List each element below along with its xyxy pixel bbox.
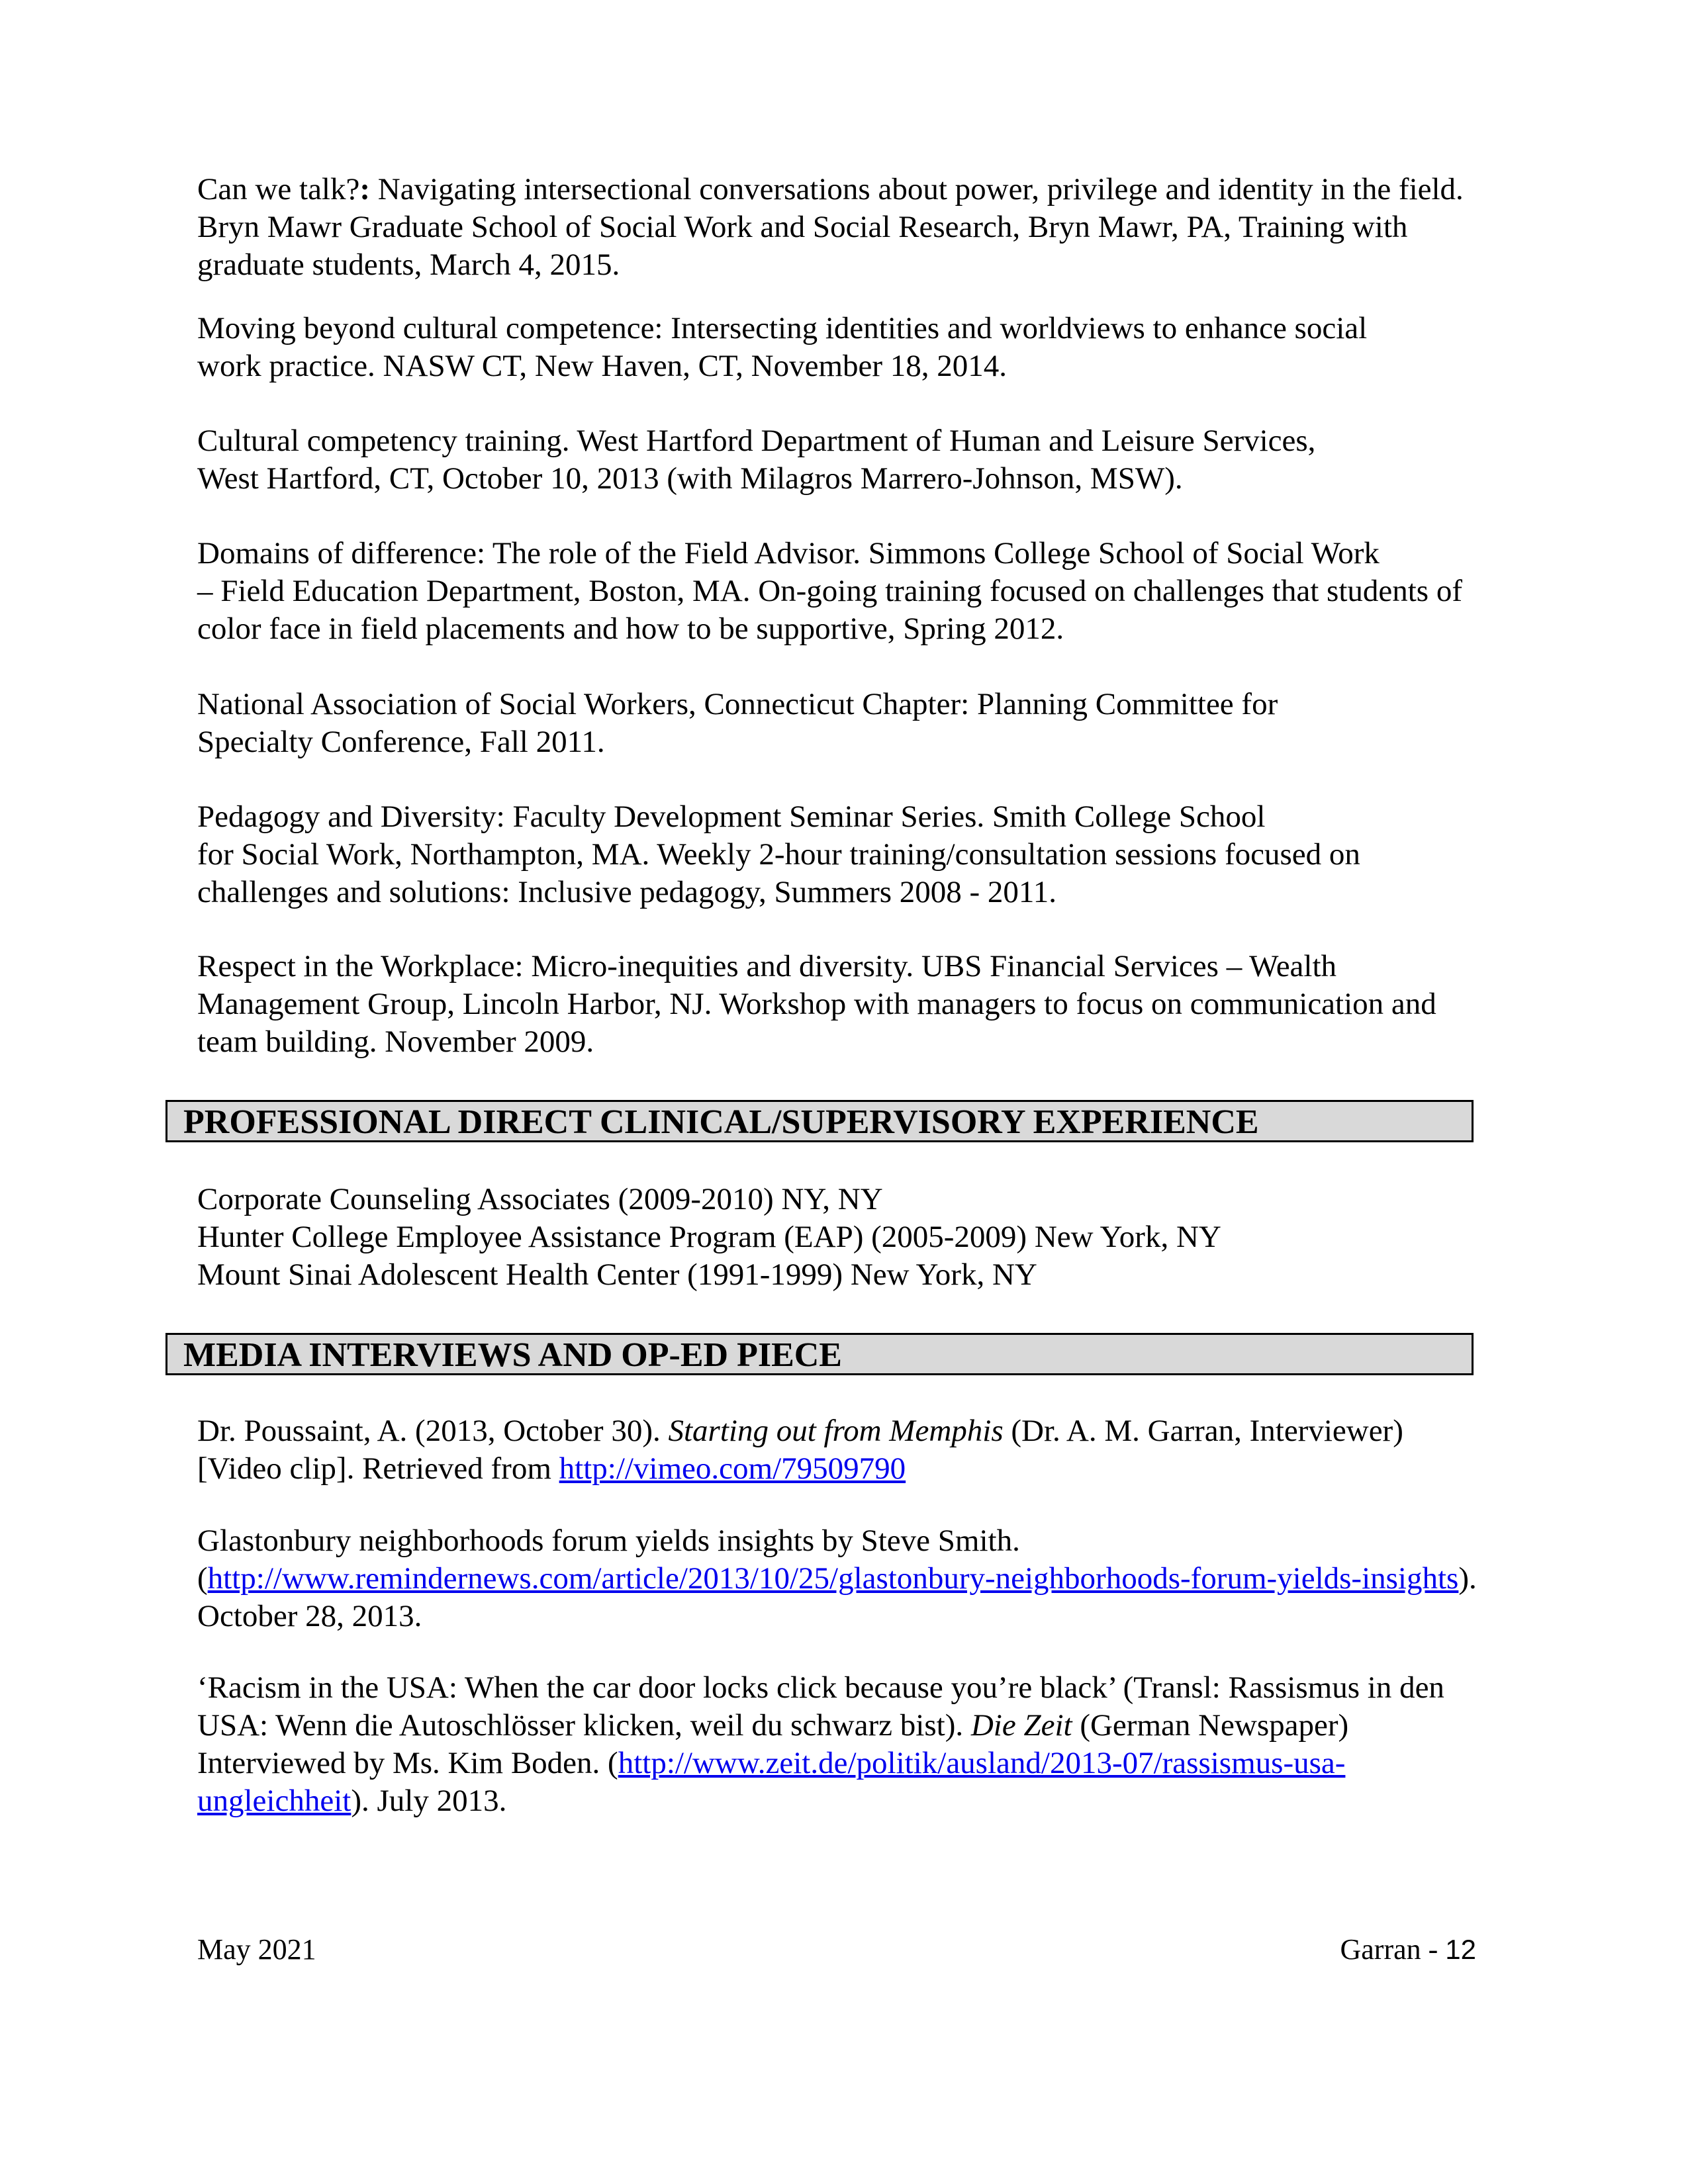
entry-line: team building. November 2009. bbox=[197, 1024, 594, 1059]
entry-line bbox=[197, 1782, 1574, 1820]
entry-line: West Hartford, CT, October 10, 2013 (with Milagros Marrero-Johnson, MSW). bbox=[197, 461, 1183, 496]
entry-line bbox=[197, 1707, 1574, 1745]
newspaper-name: Die Zeit bbox=[970, 1708, 1072, 1743]
training-entry bbox=[197, 422, 1574, 498]
entry-line: graduate students, March 4, 2015. bbox=[197, 248, 620, 282]
citation-text: ). bbox=[1458, 1561, 1477, 1596]
entry-line: Glastonbury neighborhoods forum yields insights by Steve Smith. bbox=[197, 1524, 1020, 1558]
entry-line: – Field Education Department, Boston, MA. On-going training focused on challenges that students of bbox=[197, 574, 1462, 608]
citation-text: [Video clip]. Retrieved from bbox=[197, 1451, 559, 1486]
citation-text: Dr. Poussaint, A. (2013, October 30). bbox=[197, 1414, 669, 1448]
remindernews-link[interactable]: http://www.remindernews.com/article/2013/10/25/glastonbury-neighborhoods-forum-yields-insights bbox=[207, 1561, 1459, 1596]
media-entry bbox=[197, 1669, 1574, 1820]
entry-line bbox=[197, 171, 1574, 208]
vimeo-link[interactable]: http://vimeo.com/79509790 bbox=[559, 1451, 906, 1486]
footer-author: Garran - bbox=[1340, 1933, 1446, 1966]
entry-line: color face in field placements and how to be supportive, Spring 2012. bbox=[197, 612, 1064, 646]
entry-colon: : bbox=[359, 172, 371, 206]
entry-line: work practice. NASW CT, New Haven, CT, November 18, 2014. bbox=[197, 349, 1008, 383]
footer-date: May 2021 bbox=[197, 1933, 316, 1966]
media-entry bbox=[197, 1522, 1574, 1635]
entry-line: Domains of difference: The role of the Field Advisor. Simmons College School of Social Work bbox=[197, 536, 1380, 570]
entry-line: Specialty Conference, Fall 2011. bbox=[197, 725, 605, 759]
entry-line: for Social Work, Northampton, MA. Weekly 2-hour training/consultation sessions focused on bbox=[197, 837, 1360, 872]
citation-text: (German Newspaper) bbox=[1072, 1708, 1349, 1743]
page-number: 12 bbox=[1445, 1934, 1476, 1965]
list-item: Hunter College Employee Assistance Program (EAP) (2005-2009) New York, NY bbox=[197, 1220, 1221, 1254]
entry-line: October 28, 2013. bbox=[197, 1599, 422, 1633]
entry-line bbox=[197, 1745, 1574, 1782]
clinical-experience-list bbox=[197, 1181, 1574, 1294]
entry-line: Moving beyond cultural competence: Intersecting identities and worldviews to enhance social bbox=[197, 311, 1368, 345]
training-entry bbox=[197, 948, 1574, 1061]
entry-line: Cultural competency training. West Hartford Department of Human and Leisure Services, bbox=[197, 424, 1316, 458]
entry-line bbox=[197, 1450, 1574, 1488]
section-title: MEDIA INTERVIEWS AND OP-ED PIECE bbox=[183, 1336, 842, 1374]
citation-text: (Dr. A. M. Garran, Interviewer) bbox=[1003, 1414, 1403, 1448]
citation-text: Interviewed by Ms. Kim Boden. ( bbox=[197, 1746, 618, 1780]
entry-line: Respect in the Workplace: Micro-inequities and diversity. UBS Financial Services – Wealth bbox=[197, 949, 1337, 983]
zeit-link[interactable]: http://www.zeit.de/politik/ausland/2013-07/rassismus-usa- bbox=[618, 1746, 1346, 1780]
list-item: Corporate Counseling Associates (2009-2010) NY, NY bbox=[197, 1182, 883, 1216]
citation-title: Starting out from Memphis bbox=[668, 1414, 1004, 1448]
entry-line: National Association of Social Workers, Connecticut Chapter: Planning Committee for bbox=[197, 687, 1278, 721]
training-entry bbox=[197, 171, 1574, 284]
entry-line bbox=[197, 1560, 1574, 1598]
training-entry bbox=[197, 686, 1574, 761]
entry-title-rest: Navigating intersectional conversations about power, privilege and identity in the field. bbox=[370, 172, 1464, 206]
entry-line bbox=[197, 1412, 1574, 1450]
citation-text: ). July 2013. bbox=[351, 1784, 507, 1818]
entry-line: Bryn Mawr Graduate School of Social Work and Social Research, Bryn Mawr, PA, Training with bbox=[197, 210, 1408, 244]
footer-page-label bbox=[1340, 1933, 1476, 1967]
list-item: Mount Sinai Adolescent Health Center (1991-1999) New York, NY bbox=[197, 1257, 1037, 1292]
citation-text: ( bbox=[197, 1561, 208, 1596]
entry-line: ‘Racism in the USA: When the car door locks click because you’re black’ (Transl: Rassismus in den bbox=[197, 1670, 1444, 1705]
section-header-media bbox=[165, 1333, 1474, 1375]
training-entry bbox=[197, 310, 1574, 385]
media-entry bbox=[197, 1412, 1574, 1488]
entry-title-prefix: Can we talk? bbox=[197, 172, 360, 206]
entry-line: Pedagogy and Diversity: Faculty Development Seminar Series. Smith College School bbox=[197, 799, 1266, 834]
section-title: PROFESSIONAL DIRECT CLINICAL/SUPERVISORY EXPERIENCE bbox=[183, 1103, 1259, 1141]
training-entry bbox=[197, 535, 1574, 648]
entry-line: challenges and solutions: Inclusive pedagogy, Summers 2008 - 2011. bbox=[197, 875, 1056, 909]
training-entry bbox=[197, 798, 1574, 911]
zeit-link-continued[interactable]: ungleichheit bbox=[197, 1784, 352, 1818]
entry-line: Management Group, Lincoln Harbor, NJ. Workshop with managers to focus on communication and bbox=[197, 987, 1436, 1021]
citation-text: USA: Wenn die Autoschlösser klicken, weil du schwarz bist). bbox=[197, 1708, 971, 1743]
section-header-clinical bbox=[165, 1100, 1474, 1142]
